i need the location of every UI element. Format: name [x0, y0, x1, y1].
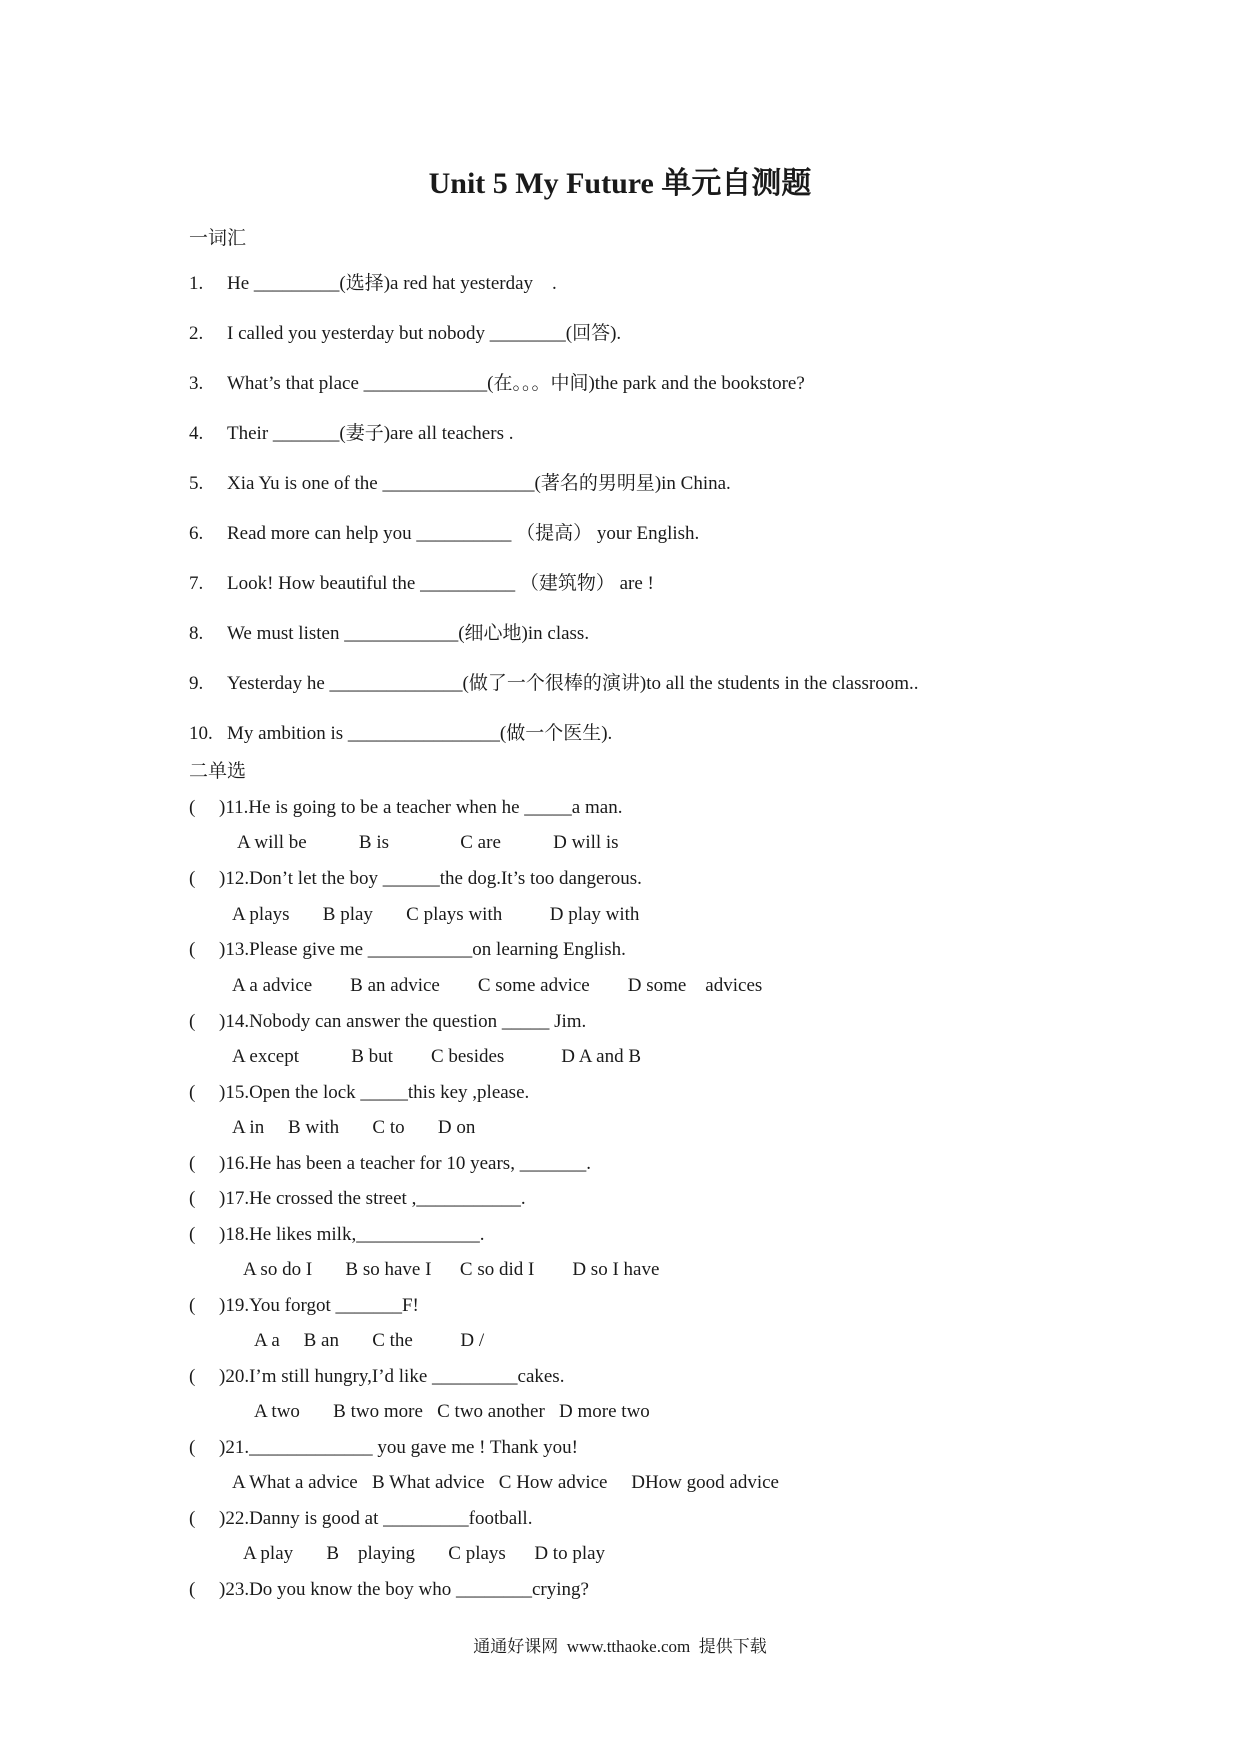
question-number: 1. [189, 273, 204, 294]
question-text: Their _______(妻子)are all teachers . [227, 423, 514, 444]
question-number: 2. [189, 323, 204, 344]
choice-question-19 [189, 1293, 419, 1319]
question-number: 3. [189, 373, 204, 394]
question-text: )17.He crossed the street ,___________. [219, 1188, 526, 1209]
answer-paren: ( [189, 1295, 196, 1316]
question-text: What’s that place _____________(在。。。中间)the park and the bookstore? [227, 373, 805, 394]
choice-options-13: A a advice B an advice C some advice D some advices [232, 975, 763, 996]
choice-question-21 [189, 1435, 578, 1461]
question-text: )22.Danny is good at _________football. [219, 1508, 533, 1529]
question-number: 10. [189, 723, 213, 744]
choice-options-20: A two B two more C two another D more two [254, 1401, 650, 1422]
vocab-question-9 [189, 671, 919, 697]
answer-paren: ( [189, 1153, 196, 1174]
answer-paren: ( [189, 1508, 196, 1529]
answer-paren: ( [189, 1188, 196, 1209]
section-heading-single-choice: 二单选 [189, 761, 247, 782]
question-text: My ambition is ________________(做一个医生). [227, 723, 613, 744]
choice-options-15: A in B with C to D on [232, 1117, 476, 1138]
answer-paren: ( [189, 939, 196, 960]
question-text: )23.Do you know the boy who ________crying? [219, 1579, 589, 1600]
page-footer: 通通好课网 www.tthaoke.com 提供下载 [473, 1637, 767, 1656]
question-text: )21._____________ you gave me ! Thank you! [219, 1437, 579, 1458]
question-text: )18.He likes milk,_____________. [219, 1224, 485, 1245]
question-text: I called you yesterday but nobody ________(回答). [227, 323, 622, 344]
choice-question-16 [189, 1151, 591, 1177]
question-number: 7. [189, 573, 204, 594]
vocab-question-1 [189, 271, 557, 297]
choice-options-14: A except B but C besides D A and B [232, 1046, 642, 1067]
question-text: )14.Nobody can answer the question _____ Jim. [219, 1011, 587, 1032]
question-text: )20.I’m still hungry,I’d like _________cakes. [219, 1366, 565, 1387]
vocab-question-7 [189, 571, 654, 597]
answer-paren: ( [189, 1011, 196, 1032]
question-text: Xia Yu is one of the ________________(著名的男明星)in China. [227, 473, 731, 494]
question-text: Look! How beautiful the __________ （建筑物） are ! [227, 573, 654, 594]
question-text: Read more can help you __________ （提高） your English. [227, 523, 700, 544]
page-title: Unit 5 My Future 单元自测题 [428, 167, 812, 200]
vocab-question-8 [189, 621, 589, 647]
vocab-question-3 [189, 371, 805, 397]
choice-question-12 [189, 866, 642, 892]
question-text: Yesterday he ______________(做了一个很棒的演讲)to all the students in the classroom.. [227, 673, 919, 694]
vocab-question-5 [189, 471, 731, 497]
answer-paren: ( [189, 1437, 196, 1458]
question-number: 5. [189, 473, 204, 494]
vocab-question-4 [189, 421, 513, 447]
question-text: )15.Open the lock _____this key ,please. [219, 1082, 530, 1103]
answer-paren: ( [189, 1082, 196, 1103]
choice-question-18 [189, 1222, 484, 1248]
choice-options-22: A play B playing C plays D to play [243, 1543, 606, 1564]
answer-paren: ( [189, 1224, 196, 1245]
question-number: 9. [189, 673, 204, 694]
answer-paren: ( [189, 1366, 196, 1387]
choice-question-20 [189, 1364, 564, 1390]
answer-paren: ( [189, 1579, 196, 1600]
vocab-question-2 [189, 321, 621, 347]
choice-options-11: A will be B is C are D will is [237, 832, 619, 853]
choice-options-18: A so do I B so have I C so did I D so I have [243, 1259, 660, 1280]
answer-paren: ( [189, 797, 196, 818]
choice-options-19: A a B an C the D / [254, 1330, 485, 1351]
choice-question-13 [189, 937, 626, 963]
question-text: )12.Don’t let the boy ______the dog.It’s too dangerous. [219, 868, 642, 889]
choice-options-21: A What a advice B What advice C How advice DHow good advice [232, 1472, 779, 1493]
choice-question-22 [189, 1506, 532, 1532]
choice-question-11 [189, 795, 622, 821]
question-number: 4. [189, 423, 204, 444]
choice-question-17 [189, 1186, 526, 1212]
question-text: )11.He is going to be a teacher when he _____a man. [219, 797, 623, 818]
question-number: 8. [189, 623, 204, 644]
choice-question-15 [189, 1080, 529, 1106]
question-text: )13.Please give me ___________on learning English. [219, 939, 626, 960]
question-number: 6. [189, 523, 204, 544]
question-text: We must listen ____________(细心地)in class. [227, 623, 590, 644]
section-heading-vocabulary: 一词汇 [189, 228, 247, 249]
vocab-question-10 [189, 721, 612, 747]
answer-paren: ( [189, 868, 196, 889]
question-text: He _________(选择)a red hat yesterday . [227, 273, 557, 294]
choice-question-23 [189, 1577, 589, 1603]
question-text: )19.You forgot _______F! [219, 1295, 419, 1316]
choice-question-14 [189, 1009, 586, 1035]
vocab-question-6 [189, 521, 699, 547]
question-text: )16.He has been a teacher for 10 years, _______. [219, 1153, 591, 1174]
choice-options-12: A plays B play C plays with D play with [232, 904, 640, 925]
